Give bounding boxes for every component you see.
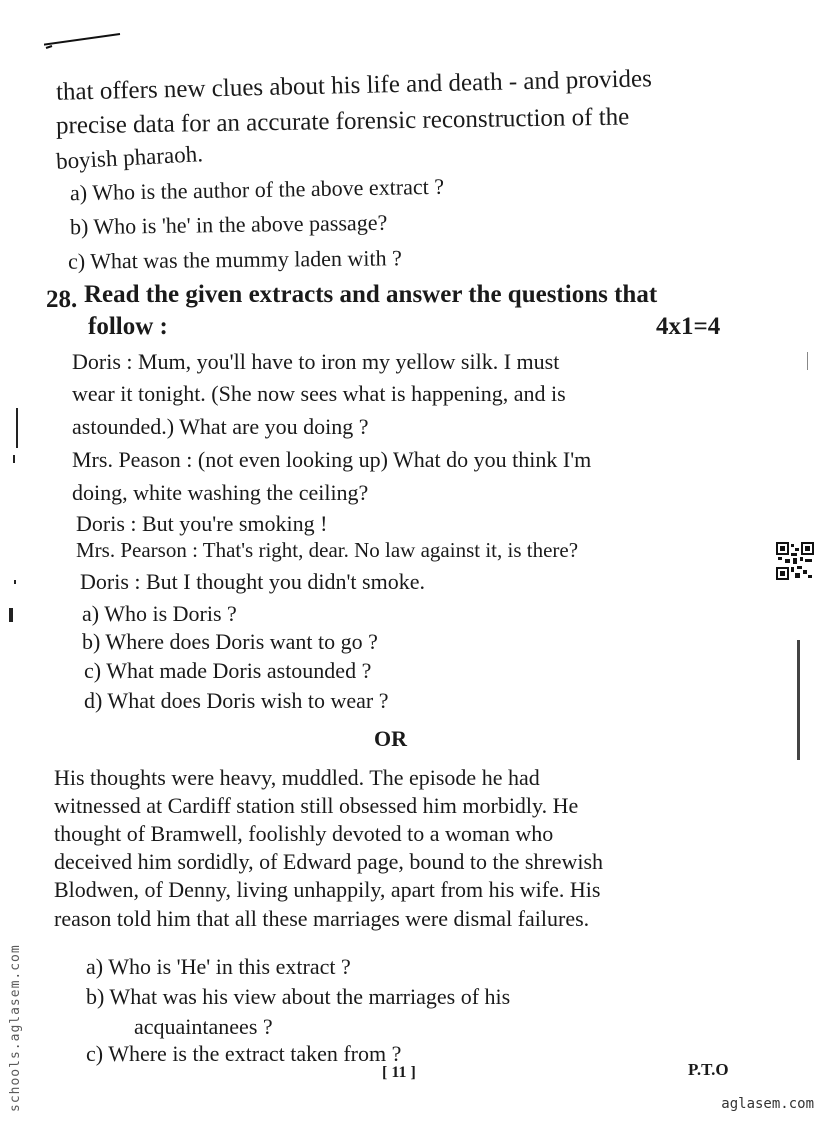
extract-line-1: that offers new clues about his life and death - and provides <box>55 65 653 106</box>
site-watermark: aglasem.com <box>721 1096 814 1112</box>
pen-mark <box>44 30 124 54</box>
dialogue-line-2: wear it tonight. (She now sees what is happening, and is <box>72 381 566 406</box>
q28-number: 28. <box>46 286 78 313</box>
passage-line-2: witnessed at Cardiff station still obsessed him morbidly. He <box>54 793 579 818</box>
q28-heading-line2: follow : <box>88 313 168 340</box>
or-label: OR <box>374 726 407 751</box>
passage-line-4: deceived him sordidly, of Edward page, bound to the shrewish <box>54 849 604 874</box>
q28-question-a: a) Who is Doris ? <box>82 601 237 626</box>
passage-question-b: b) What was his view about the marriages of his <box>86 984 511 1009</box>
q28-question-c: c) What made Doris astounded ? <box>84 658 372 683</box>
dialogue-line-1: Doris : Mum, you'll have to iron my yellow silk. I must <box>72 349 560 374</box>
extract-question-c: c) What was the mummy laden with ? <box>67 245 402 274</box>
scan-mark-right-1 <box>797 640 800 760</box>
passage-line-5: Blodwen, of Denny, living unhappily, apart from his wife. His <box>54 877 601 902</box>
scan-mark-left-1 <box>16 408 18 448</box>
passage-line-3: thought of Bramwell, foolishly devoted to a woman who <box>54 821 554 846</box>
q28-question-b: b) Where does Doris want to go ? <box>82 629 378 654</box>
dialogue-line-5: doing, white washing the ceiling? <box>72 480 369 505</box>
passage-line-6: reason told him that all these marriages were dismal failures. <box>54 906 590 931</box>
page-number: [ 11 ] <box>382 1064 416 1081</box>
scan-mark-left-4 <box>14 580 16 584</box>
passage-question-a: a) Who is 'He' in this extract ? <box>86 954 351 979</box>
dialogue-line-7: Mrs. Pearson : That's right, dear. No law against it, is there? <box>76 538 579 562</box>
extract-line-2: precise data for an accurate forensic reconstruction of the <box>55 103 630 140</box>
extract-question-b: b) Who is 'he' in the above passage? <box>69 209 388 240</box>
extract-question-a: a) Who is the author of the above extract ? <box>69 173 445 206</box>
passage-question-c: c) Where is the extract taken from ? <box>86 1041 402 1066</box>
qr-code-icon <box>776 542 814 580</box>
pto-label: P.T.O <box>688 1060 729 1079</box>
q28-question-d: d) What does Doris wish to wear ? <box>84 688 389 713</box>
passage-line-1: His thoughts were heavy, muddled. The episode he had <box>54 765 540 790</box>
scan-mark-left-2 <box>13 455 15 463</box>
scan-mark-right-2 <box>807 352 808 370</box>
dialogue-line-6: Doris : But you're smoking ! <box>76 511 328 536</box>
dialogue-line-3: astounded.) What are you doing ? <box>72 414 369 439</box>
scan-mark-left-3 <box>9 608 13 622</box>
extract-line-3: boyish pharaoh. <box>55 141 204 174</box>
q28-heading-line1: Read the given extracts and answer the questions that <box>84 281 658 308</box>
dialogue-line-4: Mrs. Peason : (not even looking up) What do you think I'm <box>72 447 592 472</box>
dialogue-line-8: Doris : But I thought you didn't smoke. <box>80 569 425 594</box>
side-watermark: schools.aglasem.com <box>8 944 23 1112</box>
q28-marks: 4x1=4 <box>656 313 721 340</box>
passage-question-b-cont: acquaintanees ? <box>134 1014 273 1039</box>
